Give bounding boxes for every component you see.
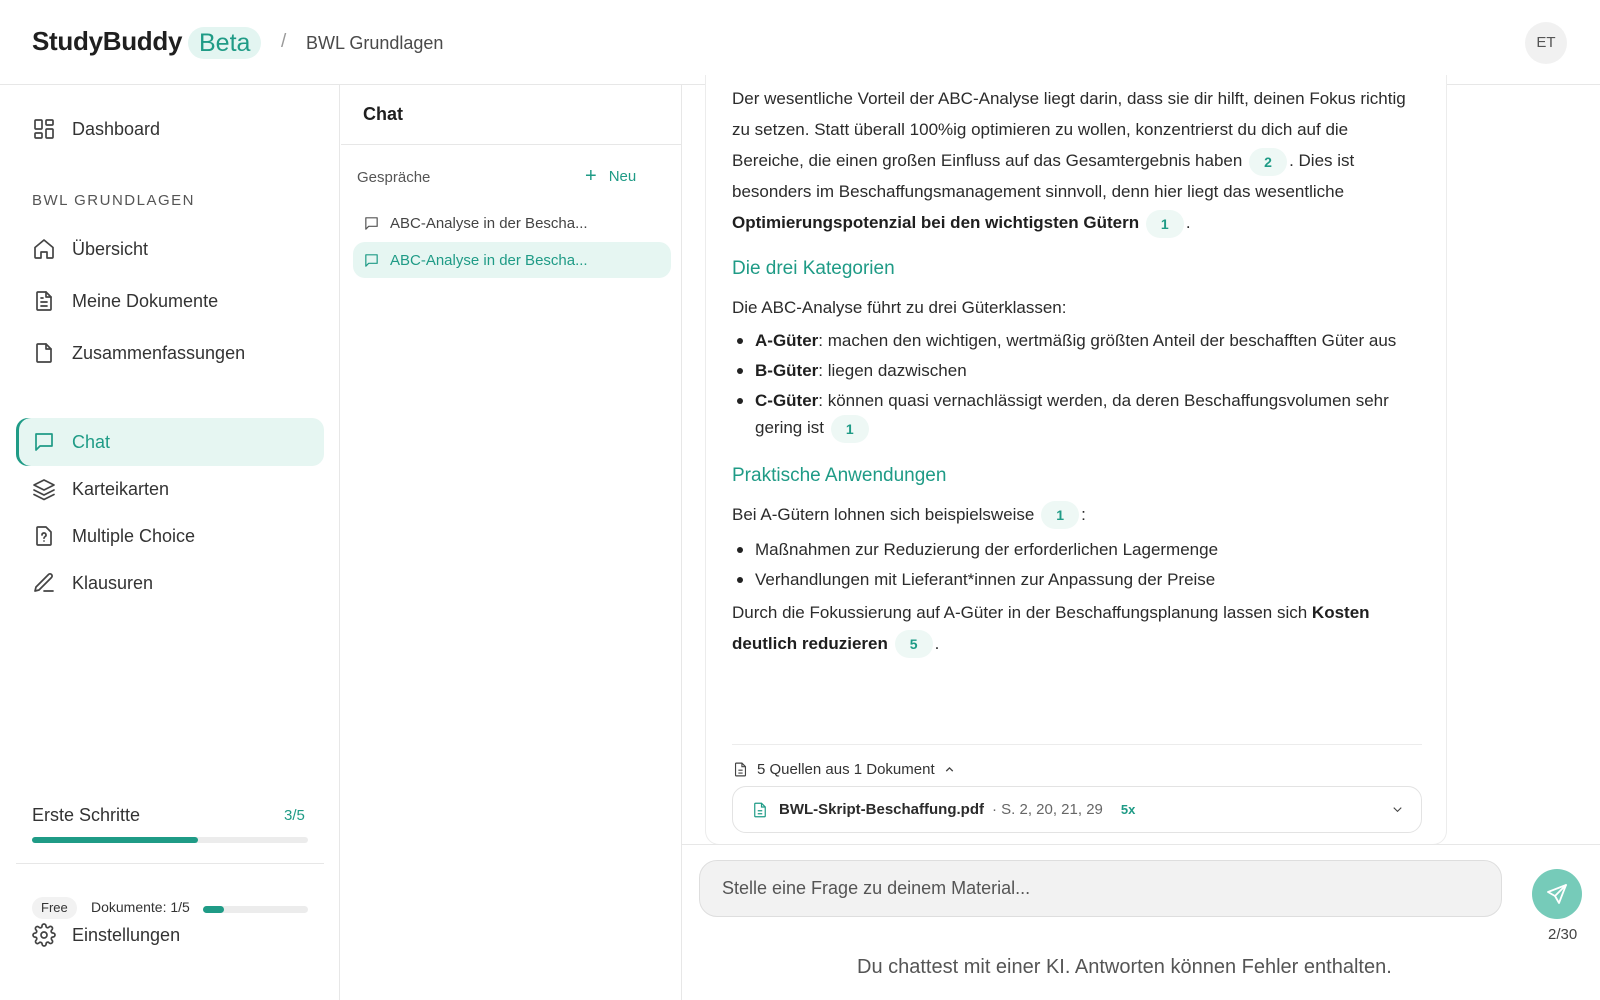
conversation-title: ABC-Analyse in der Bescha...: [390, 251, 588, 269]
divider: [732, 744, 1422, 745]
sources-toggle[interactable]: [732, 761, 964, 778]
list-item: [732, 327, 1422, 354]
file-icon: [32, 341, 56, 365]
question-file-icon: [32, 524, 56, 548]
conversation-item[interactable]: [353, 205, 671, 241]
divider: [341, 144, 681, 145]
sidebar-item-klausuren[interactable]: [16, 559, 324, 607]
message-text: Der wesentliche Vorteil der ABC-Analyse liegt darin, dass sie dir hilft, deinen Fokus richtig zu setzen. Statt überall 100%ig optimieren zu wollen, konzentrierst du dich auf die Bereiche, die einen großen Einfluss auf das Gesamtergebnis haben: [732, 89, 1406, 170]
divider: [16, 863, 324, 864]
chat-input[interactable]: Stelle eine Frage zu deinem Material...: [699, 860, 1502, 917]
message-paragraph: [732, 597, 1422, 659]
list-item: [732, 387, 1422, 443]
applications-list: [732, 536, 1422, 593]
citation-badge[interactable]: 1: [1146, 210, 1184, 238]
sidebar-item-label: Zusammenfassungen: [72, 342, 246, 363]
gear-icon: [32, 923, 56, 947]
beta-badge: Beta: [188, 27, 261, 59]
conversation-title: ABC-Analyse in der Bescha...: [390, 214, 588, 232]
sidebar-item-label: Übersicht: [72, 238, 149, 259]
onboarding-progress: [32, 837, 308, 843]
message-bold-text: Optimierungspotenzial bei den wichtigsten Gütern: [732, 213, 1140, 232]
sidebar-item-settings[interactable]: [16, 911, 324, 959]
list-item-bold: C-Güter: [755, 391, 819, 410]
onboarding-progress-fill: [32, 837, 198, 843]
send-icon: [1545, 882, 1569, 906]
message-text: Bei A-Gütern lohnen sich beispielsweise: [732, 504, 1035, 524]
section-label: BWL GRUNDLAGEN: [32, 192, 195, 209]
chevron-up-icon: [943, 763, 956, 776]
list-item-text: : machen den wichtigen, wertmäßig größten Anteil der beschafften Güter aus: [818, 331, 1397, 350]
sidebar-item-meine-dokumente[interactable]: [16, 277, 324, 325]
new-conversation-label: Neu: [608, 167, 637, 185]
plus-icon: +: [585, 165, 597, 187]
list-item: Maßnahmen zur Reduzierung der erforderlichen Lagermenge: [732, 536, 1422, 563]
chat-icon: [32, 430, 56, 454]
list-item: [732, 357, 1422, 384]
avatar[interactable]: ET: [1525, 22, 1567, 64]
list-item-bold: B-Güter: [755, 361, 819, 380]
list-item-text: : liegen dazwischen: [818, 361, 967, 380]
sidebar-item-multiple-choice[interactable]: [16, 512, 324, 560]
message-paragraph: [732, 83, 1422, 238]
message-paragraph: Die ABC-Analyse führt zu drei Güterklassen:: [732, 298, 1067, 317]
source-file-name: BWL-Skript-Beschaffung.pdf: [779, 801, 984, 818]
breadcrumb[interactable]: BWL Grundlagen: [306, 33, 444, 53]
sidebar-item-label: Einstellungen: [72, 924, 181, 945]
brand-logo[interactable]: StudyBuddy: [32, 26, 183, 56]
document-quota-label: Dokumente: 1/5: [91, 899, 190, 915]
chevron-down-icon[interactable]: [1390, 802, 1405, 817]
message-text: .: [1185, 213, 1191, 232]
citation-badge[interactable]: 1: [831, 415, 869, 443]
section-heading: Praktische Anwendungen: [732, 464, 947, 486]
chat-icon: [363, 215, 380, 232]
sidebar-item-zusammenfassungen[interactable]: [16, 329, 324, 377]
sidebar-item-uebersicht[interactable]: [16, 225, 324, 273]
file-text-icon: [751, 801, 769, 819]
sidebar-item-dashboard[interactable]: [16, 105, 324, 153]
home-icon: [32, 237, 56, 261]
message-text: . Dies ist besonders im Beschaffungsmanagement sinnvoll, denn hier liegt das wesentliche: [732, 151, 1355, 201]
dashboard-icon: [32, 117, 56, 141]
source-file-pages: · S. 2, 20, 21, 29: [991, 801, 1103, 818]
message-text: Durch die Fokussierung auf A-Güter in der Beschaffungsplanung lassen sich: [732, 602, 1308, 622]
sidebar-item-label: Dashboard: [72, 118, 161, 139]
citation-badge[interactable]: 2: [1249, 148, 1287, 176]
plan-badge: Free: [32, 897, 77, 919]
sidebar-item-label: Karteikarten: [72, 478, 170, 499]
sidebar-item-karteikarten[interactable]: [16, 465, 324, 513]
layers-icon: [32, 477, 56, 501]
top-bar: [0, 0, 1600, 85]
message-paragraph: [732, 499, 1422, 530]
message-bold-text: Kosten deutlich reduzieren: [732, 602, 1370, 653]
source-citation-count: 5x: [1120, 802, 1136, 817]
section-heading: Die drei Kategorien: [732, 258, 895, 279]
onboarding-label[interactable]: Erste Schritte: [32, 805, 141, 825]
sidebar-item-label: Meine Dokumente: [72, 290, 219, 311]
ai-disclaimer: Du chattest mit einer KI. Antworten können Fehler enthalten.: [857, 956, 1392, 978]
question-counter: 2/30: [1548, 926, 1578, 943]
citation-badge[interactable]: 1: [1041, 501, 1079, 529]
document-icon: [32, 289, 56, 313]
assistant-message: [732, 85, 1422, 659]
citation-badge[interactable]: 5: [895, 630, 933, 658]
conversations-label: Gespräche: [357, 169, 431, 186]
breadcrumb-separator: /: [281, 31, 287, 52]
pen-icon: [32, 571, 56, 595]
onboarding-count: 3/5: [284, 807, 305, 824]
list-item: Verhandlungen mit Lieferant*innen zur Anpassung der Preise: [732, 566, 1422, 593]
list-item-text: : können quasi vernachlässigt werden, da deren Beschaffungsvolumen sehr gering ist: [755, 391, 1389, 437]
sidebar-item-label: Multiple Choice: [72, 525, 196, 546]
list-item-bold: A-Güter: [755, 331, 819, 350]
chat-area: [682, 85, 1600, 1000]
divider: [682, 844, 1600, 845]
new-conversation-button[interactable]: [585, 167, 636, 185]
chat-icon: [363, 252, 380, 269]
sidebar: [0, 85, 340, 1000]
message-text: .: [934, 633, 940, 653]
sources-summary: 5 Quellen aus 1 Dokument: [757, 761, 935, 778]
source-file-row[interactable]: [732, 786, 1422, 833]
sidebar-item-label: Klausuren: [72, 572, 154, 593]
send-button[interactable]: [1532, 869, 1582, 919]
goods-list: [732, 327, 1422, 443]
panel-title: Chat: [363, 104, 403, 124]
message-text: :: [1081, 504, 1086, 524]
sidebar-item-chat[interactable]: [16, 418, 324, 466]
sidebar-item-label: Chat: [72, 431, 111, 452]
conversations-panel: [341, 85, 682, 1000]
document-icon: [732, 761, 749, 778]
conversation-item-active[interactable]: [353, 242, 671, 278]
